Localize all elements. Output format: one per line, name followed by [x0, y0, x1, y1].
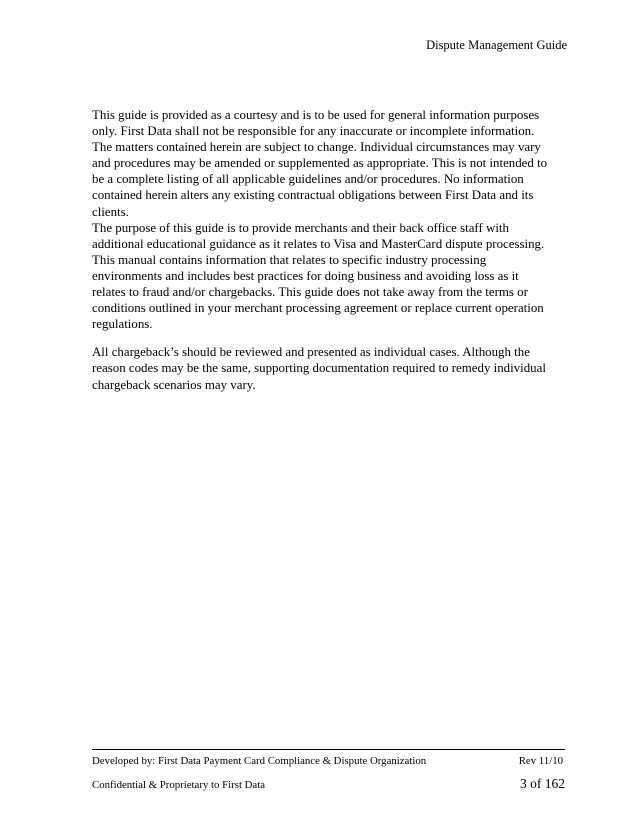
footer-confidential: Confidential & Proprietary to First Data	[92, 779, 266, 791]
running-header: Dispute Management Guide	[426, 38, 567, 52]
chargeback-paragraph: All chargeback’s should be reviewed and presented as individual cases. Although the reason codes may be the same, supporting documentation required to remedy individual chargeback scenarios may vary.	[92, 345, 546, 392]
disclaimer-paragraph: This guide is provided as a courtesy and is to be used for general information purposes only. First Data shall not be responsible for any inaccurate or incomplete information. The matters contained herein are subject to change. Individual circumstances may vary and procedures may be amended or supplemented as appropriate. This is not intended to be a complete listing of all applicable guidelines and/or procedures. No information contained herein alters any existing contractual obligations between First Data and its clients.	[92, 108, 548, 219]
footer-developed-by: Developed by: First Data Payment Card Compliance & Dispute Organization	[92, 755, 427, 767]
document-body	[92, 107, 548, 393]
footer-page-number: 3 of 162	[520, 776, 565, 791]
page-footer	[92, 749, 565, 792]
footer-row-top	[92, 750, 565, 767]
footer-row-bottom	[92, 767, 565, 792]
footer-revision: Rev 11/10	[518, 755, 563, 767]
purpose-paragraph: The purpose of this guide is to provide merchants and their back office staff with additional educational guidance as it relates to Visa and MasterCard dispute processing. This manual contains information that relates to specific industry processing environments and includes best practices for doing business and avoiding loss as it relates to fraud and/or chargebacks. This guide does not take away from the terms or conditions outlined in your merchant processing agreement or replace current operation regulations.	[92, 220, 545, 332]
